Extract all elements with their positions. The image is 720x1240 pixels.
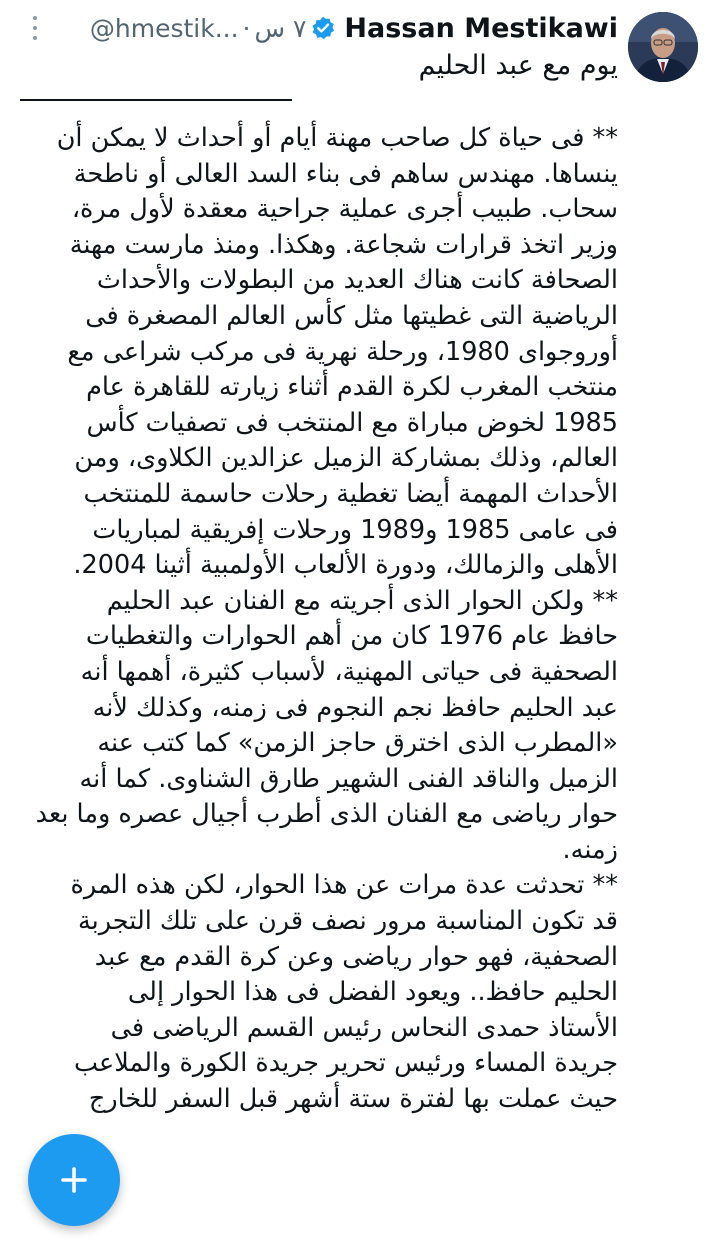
tweet-text-line: الأهلى والزمالك، ودورة الألعاب الأولمبية أثينا 2004.	[73, 550, 618, 581]
tweet-header	[0, 0, 720, 110]
tweet-text-line: الحليم حافظ.. ويعود الفضل فى هذا الحوار إلى	[127, 977, 618, 1008]
handle-time	[90, 14, 307, 43]
tweet-text-line: 1985 لخوض مباراة مع المنتخب فى تصفيات كأس	[86, 407, 618, 438]
tweet-text-line: أوروجواى 1980، ورحلة نهرية فى مركب شراعى مع	[67, 336, 618, 367]
tweet-text-line: الأستاذ حمدى النحاس رئيس القسم الرياضى فى	[110, 1012, 618, 1043]
tweet-text-line: الزميل والناقد الفنى الشهير طارق الشناوى. كما أنه	[79, 763, 618, 794]
tweet-text-line: الصحفية، فهو حوار رياضى وعن كرة القدم مع عبد	[94, 941, 618, 972]
avatar-photo	[628, 12, 698, 82]
avatar[interactable]	[628, 12, 698, 82]
tweet-text-line: حيث عملت بها لفترة ستة أشهر قبل السفر للخارج	[88, 1084, 618, 1115]
tweet-text-line: فى عامى 1985 و1989 ورحلات إفريقية لمباريات	[92, 514, 618, 545]
tweet-text-line: ** ولكن الحوار الذى أجريته مع الفنان عبد الحليم	[106, 585, 618, 616]
tweet-text-line: وزير اتخذ قرارات شجاعة. وهكذا. ومنذ مارست مهنة	[69, 229, 618, 260]
tweet-text-line: ** تحدثت عدة مرات عن هذا الحوار، لكن هذه المرة	[70, 870, 618, 901]
verified-badge-icon	[310, 15, 336, 41]
separator-dot: ·	[242, 13, 251, 43]
tweet-text-line: زمنه.	[562, 834, 618, 865]
timestamp[interactable]: ٧ س	[254, 13, 307, 43]
tweet-text-line: «المطرب الذى اخترق حاجز الزمن» كما كتب عنه	[97, 728, 618, 759]
tweet-text-line: ** فى حياة كل صاحب مهنة أيام أو أحداث لا يمكن أن	[56, 123, 618, 153]
display-name[interactable]: Hassan Mestikawi	[344, 12, 618, 44]
tweet-text-line: جريدة المساء ورئيس تحرير جريدة الكورة والملاعب	[74, 1048, 618, 1079]
user-line	[90, 8, 618, 48]
tweet-text-line: قد تكون المناسبة مرور نصف قرن على تلك التجربة	[77, 906, 618, 937]
tweet-text-line: منتخب المغرب لكرة القدم أثناء زيارته للقاهرة عام	[86, 372, 618, 403]
compose-button[interactable]	[28, 1134, 120, 1226]
divider-line	[20, 99, 292, 101]
tweet-text-line: عبد الحليم حافظ نجم النجوم فى زمنه، وكذلك لأنه	[92, 692, 618, 723]
tweet-text-line: سحاب. طبيب أجرى عملية جراحية معقدة لأول مرة،	[71, 194, 618, 225]
tweet-title: يوم مع عبد الحليم	[418, 50, 618, 81]
user-handle[interactable]: @hmestik...	[89, 13, 239, 43]
tweet-text-line: حافظ عام 1976 كان من أهم الحوارات والتغطيات	[85, 621, 618, 652]
tweet-text-line: الصحفية فى حياتى المهنية، لأسباب كثيرة، أهمها أنه	[80, 656, 618, 687]
tweet-body	[20, 121, 618, 1118]
tweet-text-line: الصحافة كانت هناك العديد من البطولات والأحداث	[96, 265, 618, 296]
more-options-icon[interactable]	[28, 16, 42, 40]
tweet-text-line: حوار رياضى مع الفنان الذى أطرب أجيال عصره وما بعد	[35, 799, 618, 830]
compose-plus-icon	[58, 1164, 90, 1196]
tweet-text-line: الرياضية التى غطيتها مثل كأس العالم المصغرة فى	[85, 300, 618, 331]
tweet-text-line: ينساها. مهندس ساهم فى بناء السد العالى أو ناطحة	[73, 158, 618, 189]
tweet-text-line: العالم، وذلك بمشاركة الزميل عزالدين الكلاوى، ومن	[74, 443, 618, 474]
tweet-text-line: الأحداث المهمة أيضا تغطية رحلات حاسمة للمنتخب	[83, 478, 618, 509]
